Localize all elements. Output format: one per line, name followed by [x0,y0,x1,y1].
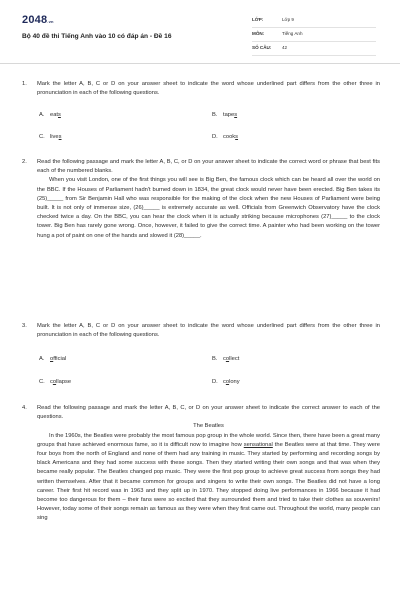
question-instruction: Read the following passage and mark the letter A, B, C, or D on your answer sheet to indicate the correct word or phrase that best fits each of the numbered blanks. [37,159,380,175]
question-number: 4. [22,405,27,411]
question-number: 3. [22,323,27,329]
q3-option-b[interactable]: B. collect [212,356,240,362]
meta-key: SỐ CÂU: [252,45,272,50]
meta-value: 42 [282,45,288,50]
header-divider [0,63,400,64]
q3-option-c[interactable]: C. collapse [39,379,72,385]
question-number: 2. [22,159,27,165]
meta-divider [252,27,376,28]
meta-divider [252,41,376,42]
meta-subject [252,31,303,36]
meta-key: LỚP: [252,17,264,22]
question-1 [22,80,380,98]
question-4 [22,404,380,524]
passage-title: The Beatles [193,423,224,430]
page-header [0,0,400,64]
logo-main: 2048 [22,14,48,26]
site-logo[interactable] [22,14,54,26]
question-3 [22,322,380,340]
question-number: 1. [22,81,27,87]
q1-option-a[interactable]: A. eats [39,112,61,118]
question-instruction: Read the following passage and mark the letter A, B, C, or D on your answer sheet to indicate the correct answer to each of the questions. [37,405,380,421]
reading-passage: In the 1960s, the Beatles were probably the most famous pop group in the whole world. Since then, there have been a great many groups that have achieved enormous fame, so it is difficult now to imagine how sensational the Beatles were at that time. They were four boys from the north of England and none of them had any training in music. They started by performing and recording songs by black Americans and they had some success with these songs. Then they started writing their own songs and that was when they became really popular. The Beatles changed pop music. They were the first pop group to achieve great success from songs they had written themselves. After that it became common for groups and singers to write their own songs. The Beatles did not have a long career. Their first hit record was in 1963 and they split up in 1970. They stopped doing live performances in 1966 because it had become too dangerous for them – their fans were so excited that they surrounded them and tried to take their clothes as souvenirs! However, today some of their songs remain as famous as they were when they first came out. Throughout the world, many people can sing [37,432,380,522]
question-text: Mark the letter A, B, C or D on your answer sheet to indicate the word whose underlined part differs from the other three in pronunciation in each of the following questions. [37,81,380,97]
question-text: Mark the letter A, B, C or D on your answer sheet to indicate the word whose underlined part differs from the other three in pronunciation in each of the following questions. [37,323,380,339]
q3-option-d[interactable]: D. colony [212,379,240,385]
q3-option-a[interactable]: A. official [39,356,67,362]
question-2 [22,158,380,241]
meta-key: MÔN: [252,31,265,36]
meta-divider [252,55,376,56]
meta-value: Lớp 9 [282,17,294,22]
logo-suffix: .vn [47,19,54,24]
q1-option-d[interactable]: D. cooks [212,134,239,140]
underlined-word: sensational [243,441,273,448]
meta-value: Tiếng Anh [282,31,303,36]
q1-option-b[interactable]: B. tapes [212,112,238,118]
reading-passage: When you visit London, one of the first things you will see is Big Ben, the famous clock which can be heard all over the world on the BBC. If the Houses of Parliament hadn't burned down in 1834, the great clock would never have been erected. Big Ben takes its (25)_____ from Sir Benjamin Hall who was responsible for the making of the clock when the new Houses of Parliament were being built. It is not only of immense size, (26)_____ is extremely accurate as well. Officials from Greenwich Observatory have the clock checked twice a day. On the BBC, you can hear the clock when it is actually striking because microphones (27)_____ to the clock tower. Big Ben has rarely gone wrong. Once, however, it failed to give the correct time. A painter who had been working on the tower hung a pot of paint on one of the hands and slowed it (28)_____. [37,177,380,239]
q1-option-c[interactable]: C. lives [39,134,62,140]
page-title: Bộ 40 đề thi Tiếng Anh vào 10 có đáp án - Đề 16 [22,33,172,40]
meta-count [252,45,287,50]
meta-class [252,17,294,22]
